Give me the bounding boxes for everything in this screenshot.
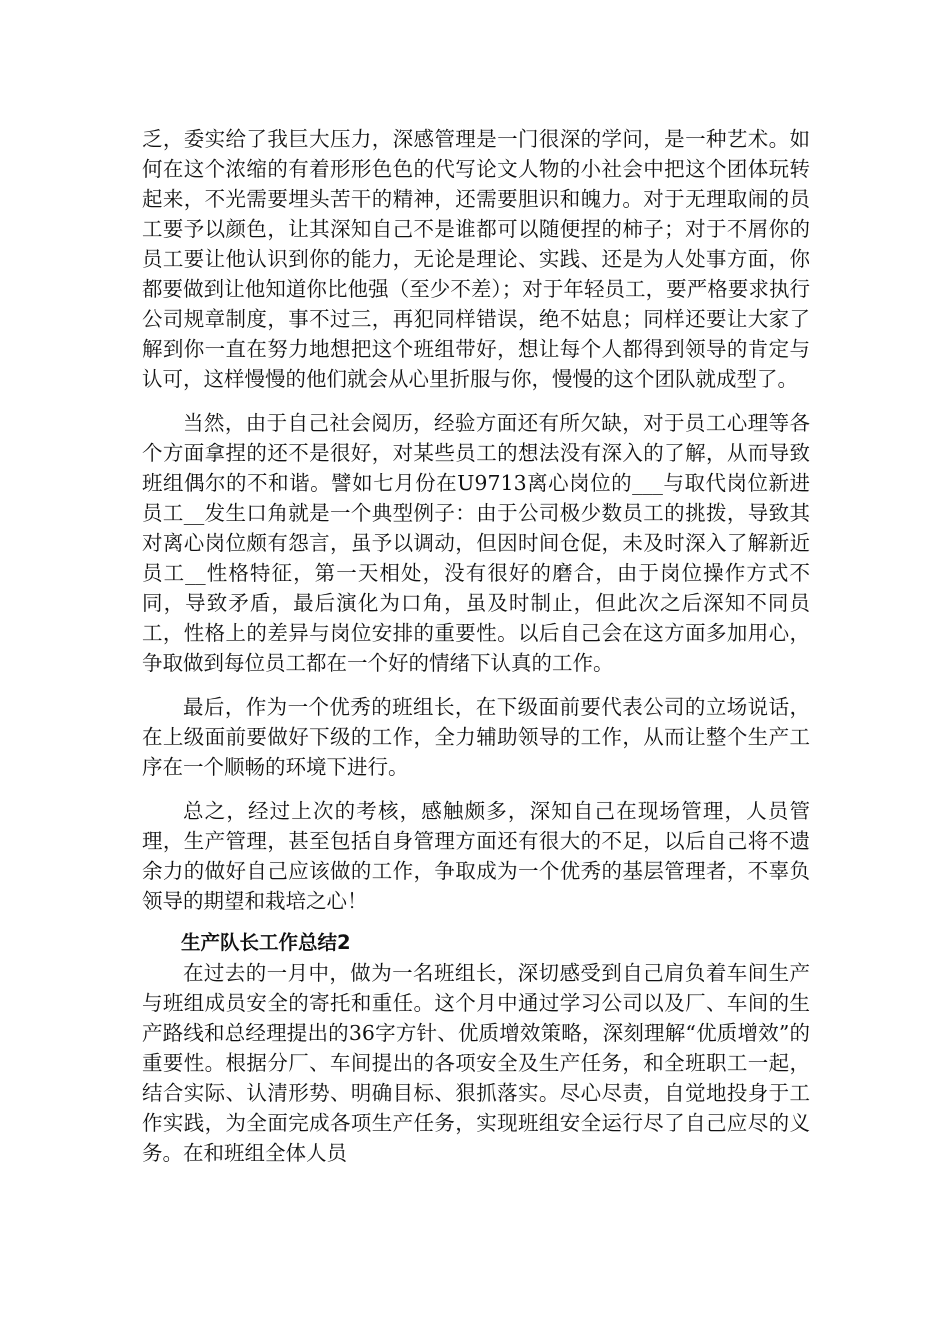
paragraph-continued: 乏，委实给了我巨大压力，深感管理是一门很深的学问，是一种艺术。如何在这个浓缩的有着形形色色的代写论文人物的小社会中把这个团体玩转起来，不光需要埋头苦干的精神，还需要胆识和魄力。对于无理取闹的员工要予以颜色，让其深知自己不是谁都可以随便捏的柿子；对于不屑你的员工要让他认识到你的能力，无论是理论、实践、还是为人处事方面，你都要做到让他知道你比他强（至少不差）；对于年轻员工，要严格要求执行公司规章制度，事不过三，再犯同样错误，绝不姑息；同样还要让大家了解到你一直在努力地想把这个班组带好，想让每个人都得到领导的肯定与认可，这样慢慢的他们就会从心里折服与你，慢慢的这个团队就成型了。 [142, 127, 810, 391]
paragraph-experience: 当然，由于自己社会阅历，经验方面还有所欠缺，对于员工心理等各个方面拿捏的还不是很好，对某些员工的想法没有深入的了解，从而导致班组偶尔的不和谐。譬如七月份在U9713离心岗位的___与取代岗位新进员工__发生口角就是一个典型例子：由于公司极少数员工的挑拨，导致其对离心岗位颇有怨言，虽予以调动，但因时间仓促，未及时深入了解新近员工__性格特征，第一天相处，没有很好的磨合，由于岗位操作方式不同，导致矛盾，最后演化为口角，虽及时制止，但此次之后深知不同员工，性格上的差异与岗位安排的重要性。以后自己会在这方面多加用心，争取做到每位员工都在一个好的情绪下认真的工作。 [142, 411, 810, 675]
paragraph-section-intro: 在过去的一月中，做为一名班组长，深切感受到自己肩负着车间生产与班组成员安全的寄托和重任。这个月中通过学习公司以及厂、车间的生产路线和总经理提出的36字方针、优质增效策略，深刻理解“优质增效”的重要性。根据分厂、车间提出的各项安全及生产任务，和全班职工一起，结合实际、认清形势、明确目标、狠抓落实。尽心尽责，自觉地投身于工作实践，为全面完成各项生产任务，实现班组安全运行尽了自己应尽的义务。在和班组全体人员 [142, 961, 810, 1165]
document-page [142, 124, 810, 1168]
paragraph-finally: 最后，作为一个优秀的班组长，在下级面前要代表公司的立场说话，在上级面前要做好下级的工作，全力辅助领导的工作，从而让整个生产工序在一个顺畅的环境下进行。 [142, 695, 810, 779]
section-heading: 生产队长工作总结2 [181, 931, 351, 954]
paragraph-conclusion: 总之，经过上次的考核，感触颇多，深知自己在现场管理，人员管理，生产管理，甚至包括自身管理方面还有很大的不足，以后自己将不遗余力的做好自己应该做的工作，争取成为一个优秀的基层管理者，不辜负领导的期望和栽培之心！ [142, 799, 810, 913]
